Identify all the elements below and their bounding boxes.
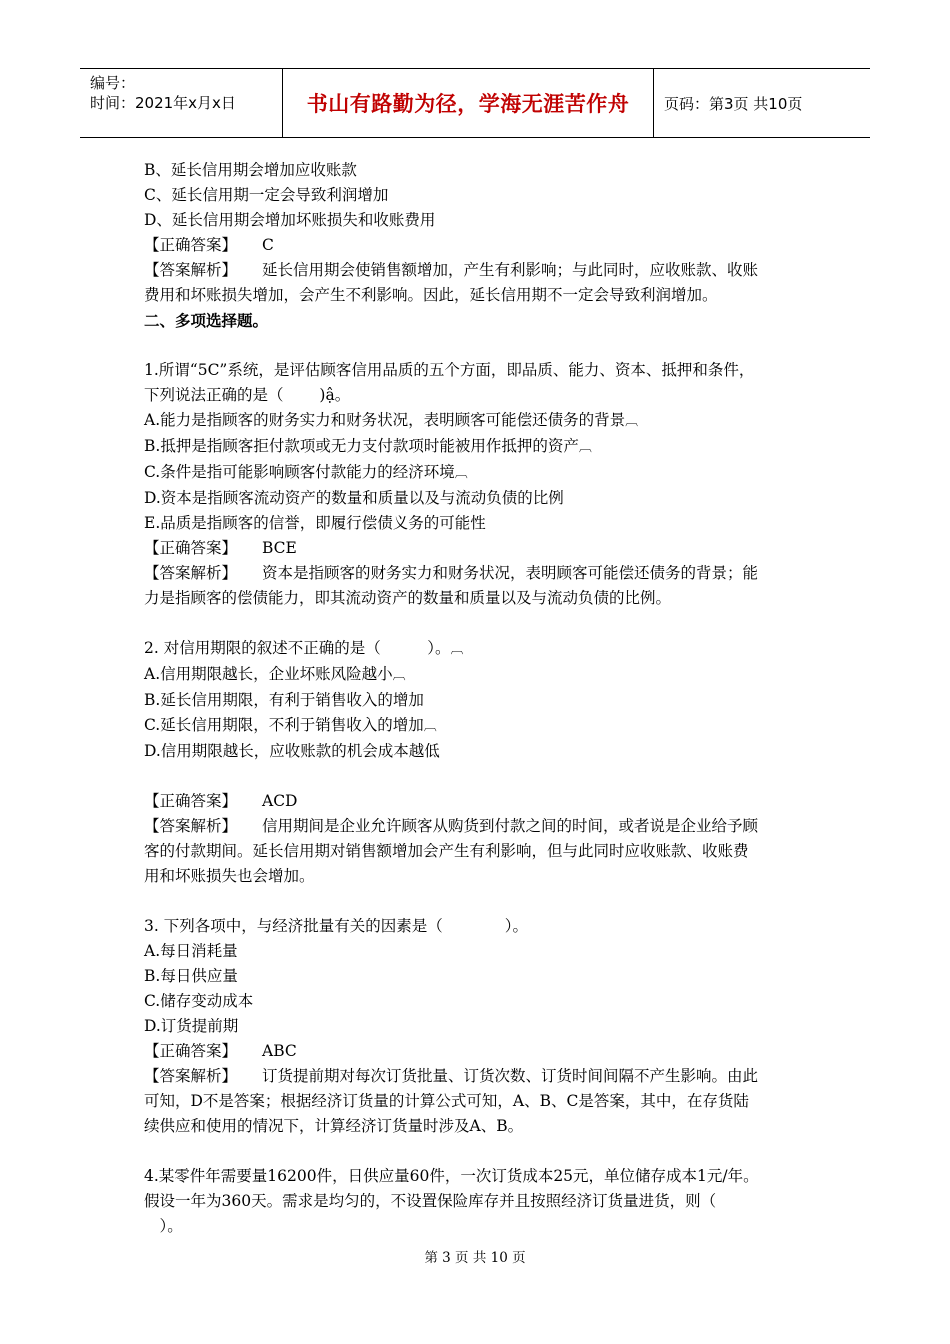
option-d: D.资本是指顾客流动资产的数量和质量以及与流动负债的比例: [144, 489, 564, 507]
answer-value: ACD: [262, 792, 298, 810]
document-number-label: 编号：: [90, 74, 136, 92]
option-e: E.品质是指顾客的信誉，即履行偿债义务的可能性: [144, 514, 486, 532]
question-stem-cont: 下列说法正确的是（ )ậ。: [144, 386, 351, 404]
question-stem-cont: ）。: [144, 1217, 183, 1235]
answer-row: [144, 536, 812, 561]
analysis-text: 延长信用期会使销售额增加，产生有利影响；与此同时，应收账款、收账: [262, 261, 759, 279]
paragraph-mark-icon: ︹: [625, 414, 639, 429]
analysis-text-cont: 客的付款期间。延长信用期对销售额增加会产生有利影响，但与此同时应收账款、收账费: [144, 842, 749, 860]
paragraph-mark-icon: ︹: [423, 719, 437, 734]
paragraph-mark-icon: ︹: [578, 440, 592, 455]
option-c: C.延长信用期限，不利于销售收入的增加: [144, 716, 424, 734]
analysis-row: [144, 561, 812, 586]
option-b: B、延长信用期会增加应收账款: [144, 161, 357, 179]
header-left-cell: [80, 69, 282, 137]
option-a: A.能力是指顾客的财务实力和财务状况，表明顾客可能偿还债务的背景: [144, 411, 626, 429]
header-page-info-cell: [654, 69, 870, 137]
analysis-text-cont: 用和坏账损失也会增加。: [144, 867, 315, 885]
header-page-info: 页码：第3页 共10页: [664, 94, 803, 113]
analysis-label: 【答案解析】: [144, 817, 238, 835]
option-a: A.每日消耗量: [144, 942, 238, 960]
option-c: C.储存变动成本: [144, 992, 254, 1010]
analysis-text: 资本是指顾客的财务实力和财务状况，表明顾客可能偿还债务的背景；能: [262, 564, 759, 582]
question-stem: 3. 下列各项中，与经济批量有关的因素是（ ）。: [144, 917, 528, 935]
answer-label: 【正确答案】: [144, 539, 238, 557]
option-c: C.条件是指可能影响顾客付款能力的经济环境: [144, 463, 455, 481]
answer-row: [144, 233, 812, 258]
analysis-text-cont: 费用和坏账损失增加，会产生不利影响。因此，延长信用期不一定会导致利润增加。: [144, 286, 718, 304]
section-title: 二、多项选择题。: [144, 311, 269, 330]
option-b: B.延长信用期限，有利于销售收入的增加: [144, 691, 424, 709]
question-stem: 2. 对信用期限的叙述不正确的是（ ）。: [144, 639, 451, 657]
analysis-row: [144, 258, 812, 283]
question-stem-cont: 假设一年为360天。需求是均匀的，不设置保险库存并且按照经济订货量进货，则（: [144, 1192, 717, 1210]
answer-row: [144, 1039, 812, 1064]
option-d: D、延长信用期会增加坏账损失和收账费用: [144, 211, 436, 229]
answer-row: [144, 789, 812, 814]
analysis-text-cont: 续供应和使用的情况下，计算经济订货量时涉及A、B。: [144, 1117, 524, 1135]
answer-label: 【正确答案】: [144, 1042, 238, 1060]
option-b: B.抵押是指顾客拒付款项或无力支付款项时能被用作抵押的资产: [144, 437, 579, 455]
answer-value: ABC: [262, 1042, 297, 1060]
header-motto-cell: [282, 69, 654, 137]
option-d: D.订货提前期: [144, 1017, 239, 1035]
analysis-row: [144, 1064, 812, 1089]
footer-page-number: 第 3 页 共 10 页: [424, 1250, 526, 1266]
analysis-text: 信用期间是企业允许顾客从购货到付款之间的时间，或者说是企业给予顾: [262, 817, 759, 835]
paragraph-mark-icon: ︹: [392, 668, 406, 683]
question-stem: 4.某零件年需要量16200件，日供应量60件，一次订货成本25元，单位储存成本1元/年。: [144, 1167, 759, 1185]
analysis-text-cont: 可知，D不是答案；根据经济订货量的计算公式可知，A、B、C是答案，其中，在存货陆: [144, 1092, 749, 1110]
analysis-text: 订货提前期对每次订货批量、订货次数、订货时间间隔不产生影响。由此: [262, 1067, 759, 1085]
page-footer: [0, 1246, 950, 1266]
header-motto: 书山有路勤为径，学海无涯苦作舟: [306, 92, 630, 116]
analysis-label: 【答案解析】: [144, 564, 238, 582]
option-d: D.信用期限越长，应收账款的机会成本越低: [144, 742, 440, 760]
analysis-label: 【答案解析】: [144, 1067, 238, 1085]
paragraph-mark-icon: ︹: [450, 642, 464, 657]
analysis-text-cont: 力是指顾客的偿债能力，即其流动资产的数量和质量以及与流动负债的比例。: [144, 589, 672, 607]
option-a: A.信用期限越长，企业坏账风险越小: [144, 665, 393, 683]
analysis-row: [144, 814, 812, 839]
answer-value: BCE: [262, 539, 297, 557]
answer-label: 【正确答案】: [144, 792, 238, 810]
answer-label: 【正确答案】: [144, 236, 238, 254]
paragraph-mark-icon: ︹: [454, 466, 468, 481]
analysis-label: 【答案解析】: [144, 261, 238, 279]
answer-value: C: [262, 236, 274, 254]
document-body: [144, 158, 812, 1239]
option-c: C、延长信用期一定会导致利润增加: [144, 186, 389, 204]
page-header: [80, 68, 870, 138]
option-b: B.每日供应量: [144, 967, 238, 985]
question-stem: 1.所谓“5C”系统，是评估顾客信用品质的五个方面，即品质、能力、资本、抵押和条件，: [144, 361, 755, 379]
document-time-label: 时间：2021年x月x日: [90, 94, 236, 112]
